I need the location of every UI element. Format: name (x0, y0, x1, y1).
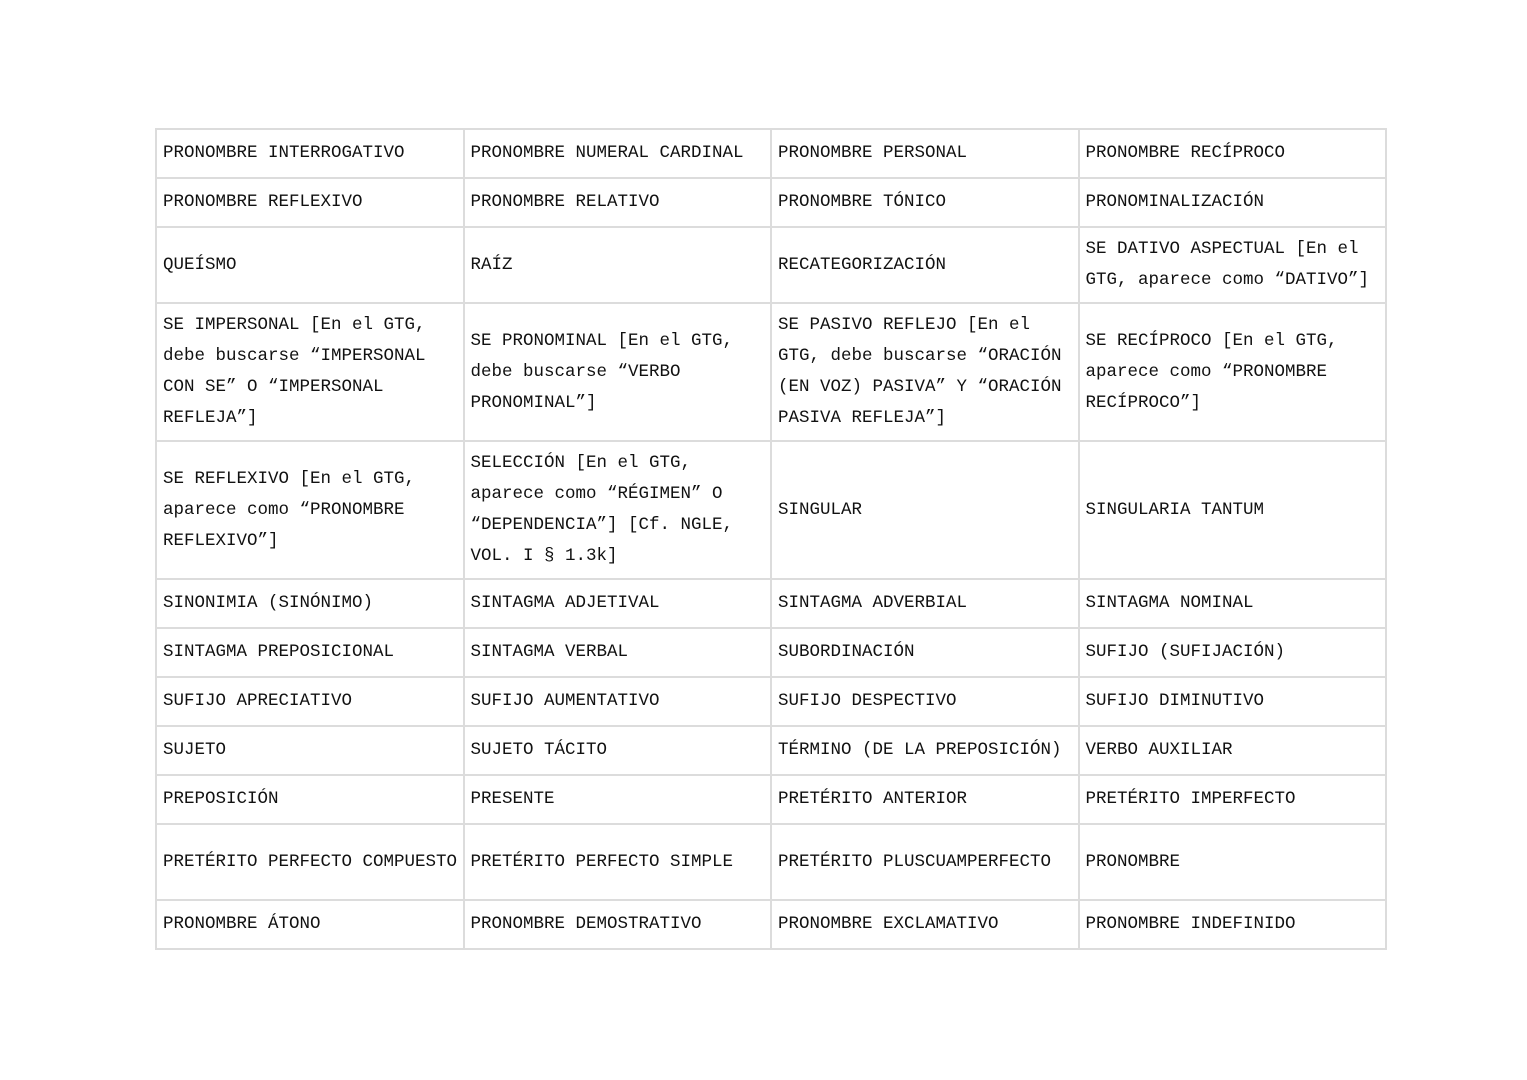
table-row (156, 900, 1386, 949)
table-cell: PRONOMBRE TÓNICO (771, 178, 1079, 227)
table-cell: PRONOMBRE EXCLAMATIVO (771, 900, 1079, 949)
table-cell: PRETÉRITO PERFECTO COMPUESTO (156, 824, 464, 900)
table-cell: SINTAGMA PREPOSICIONAL (156, 628, 464, 677)
table-cell: PRESENTE (464, 775, 772, 824)
table-cell: SE IMPERSONAL [En el GTG, debe buscarse “IMPERSONAL CON SE” O “IMPERSONAL REFLEJA”] (156, 303, 464, 441)
table-row (156, 677, 1386, 726)
table-cell: PRONOMBRE RECÍPROCO (1079, 129, 1387, 178)
table-row (156, 579, 1386, 628)
table-cell: SINGULARIA TANTUM (1079, 441, 1387, 579)
table-cell: PRONOMBRE NUMERAL CARDINAL (464, 129, 772, 178)
table-cell: SE PRONOMINAL [En el GTG, debe buscarse “VERBO PRONOMINAL”] (464, 303, 772, 441)
table-row (156, 129, 1386, 178)
table-row (156, 441, 1386, 579)
table-cell: SINTAGMA ADVERBIAL (771, 579, 1079, 628)
table-cell: VERBO AUXILIAR (1079, 726, 1387, 775)
table-cell: SUFIJO APRECIATIVO (156, 677, 464, 726)
table-cell: SE DATIVO ASPECTUAL [En el GTG, aparece como “DATIVO”] (1079, 227, 1387, 303)
table-cell: SUFIJO AUMENTATIVO (464, 677, 772, 726)
table-cell: RAÍZ (464, 227, 772, 303)
table-cell: SUFIJO (SUFIJACIÓN) (1079, 628, 1387, 677)
table-row (156, 726, 1386, 775)
table-row (156, 178, 1386, 227)
table-cell: SELECCIÓN [En el GTG, aparece como “RÉGIMEN” O “DEPENDENCIA”] [Cf. NGLE, VOL. I § 1.3k] (464, 441, 772, 579)
table-cell: PRONOMINALIZACIÓN (1079, 178, 1387, 227)
table-cell: PRONOMBRE INDEFINIDO (1079, 900, 1387, 949)
table-cell: SE RECÍPROCO [En el GTG, aparece como “PRONOMBRE RECÍPROCO”] (1079, 303, 1387, 441)
table-cell: TÉRMINO (DE LA PREPOSICIÓN) (771, 726, 1079, 775)
table-row (156, 824, 1386, 900)
table-row (156, 227, 1386, 303)
table-cell: PRETÉRITO ANTERIOR (771, 775, 1079, 824)
table-cell: SINTAGMA NOMINAL (1079, 579, 1387, 628)
table-cell: PRONOMBRE PERSONAL (771, 129, 1079, 178)
table-cell: SE PASIVO REFLEJO [En el GTG, debe buscarse “ORACIÓN (EN VOZ) PASIVA” Y “ORACIÓN PASIVA REFLEJA”] (771, 303, 1079, 441)
table-cell: SINONIMIA (SINÓNIMO) (156, 579, 464, 628)
table-cell: PRONOMBRE RELATIVO (464, 178, 772, 227)
table-cell: RECATEGORIZACIÓN (771, 227, 1079, 303)
table-cell: PRONOMBRE (1079, 824, 1387, 900)
table-cell: PRETÉRITO IMPERFECTO (1079, 775, 1387, 824)
table-cell: PRETÉRITO PERFECTO SIMPLE (464, 824, 772, 900)
table-cell: SINGULAR (771, 441, 1079, 579)
table-cell: SINTAGMA VERBAL (464, 628, 772, 677)
glossary-table (155, 128, 1387, 950)
table-row (156, 628, 1386, 677)
glossary-table-body (156, 129, 1386, 949)
table-cell: QUEÍSMO (156, 227, 464, 303)
table-cell: SUJETO (156, 726, 464, 775)
table-cell: PRETÉRITO PLUSCUAMPERFECTO (771, 824, 1079, 900)
table-cell: SE REFLEXIVO [En el GTG, aparece como “PRONOMBRE REFLEXIVO”] (156, 441, 464, 579)
table-cell: SUBORDINACIÓN (771, 628, 1079, 677)
table-row (156, 775, 1386, 824)
table-cell: PREPOSICIÓN (156, 775, 464, 824)
table-cell: PRONOMBRE INTERROGATIVO (156, 129, 464, 178)
table-cell: SINTAGMA ADJETIVAL (464, 579, 772, 628)
table-cell: PRONOMBRE DEMOSTRATIVO (464, 900, 772, 949)
table-row (156, 303, 1386, 441)
table-cell: PRONOMBRE ÁTONO (156, 900, 464, 949)
table-cell: PRONOMBRE REFLEXIVO (156, 178, 464, 227)
table-cell: SUJETO TÁCITO (464, 726, 772, 775)
table-cell: SUFIJO DESPECTIVO (771, 677, 1079, 726)
table-cell: SUFIJO DIMINUTIVO (1079, 677, 1387, 726)
